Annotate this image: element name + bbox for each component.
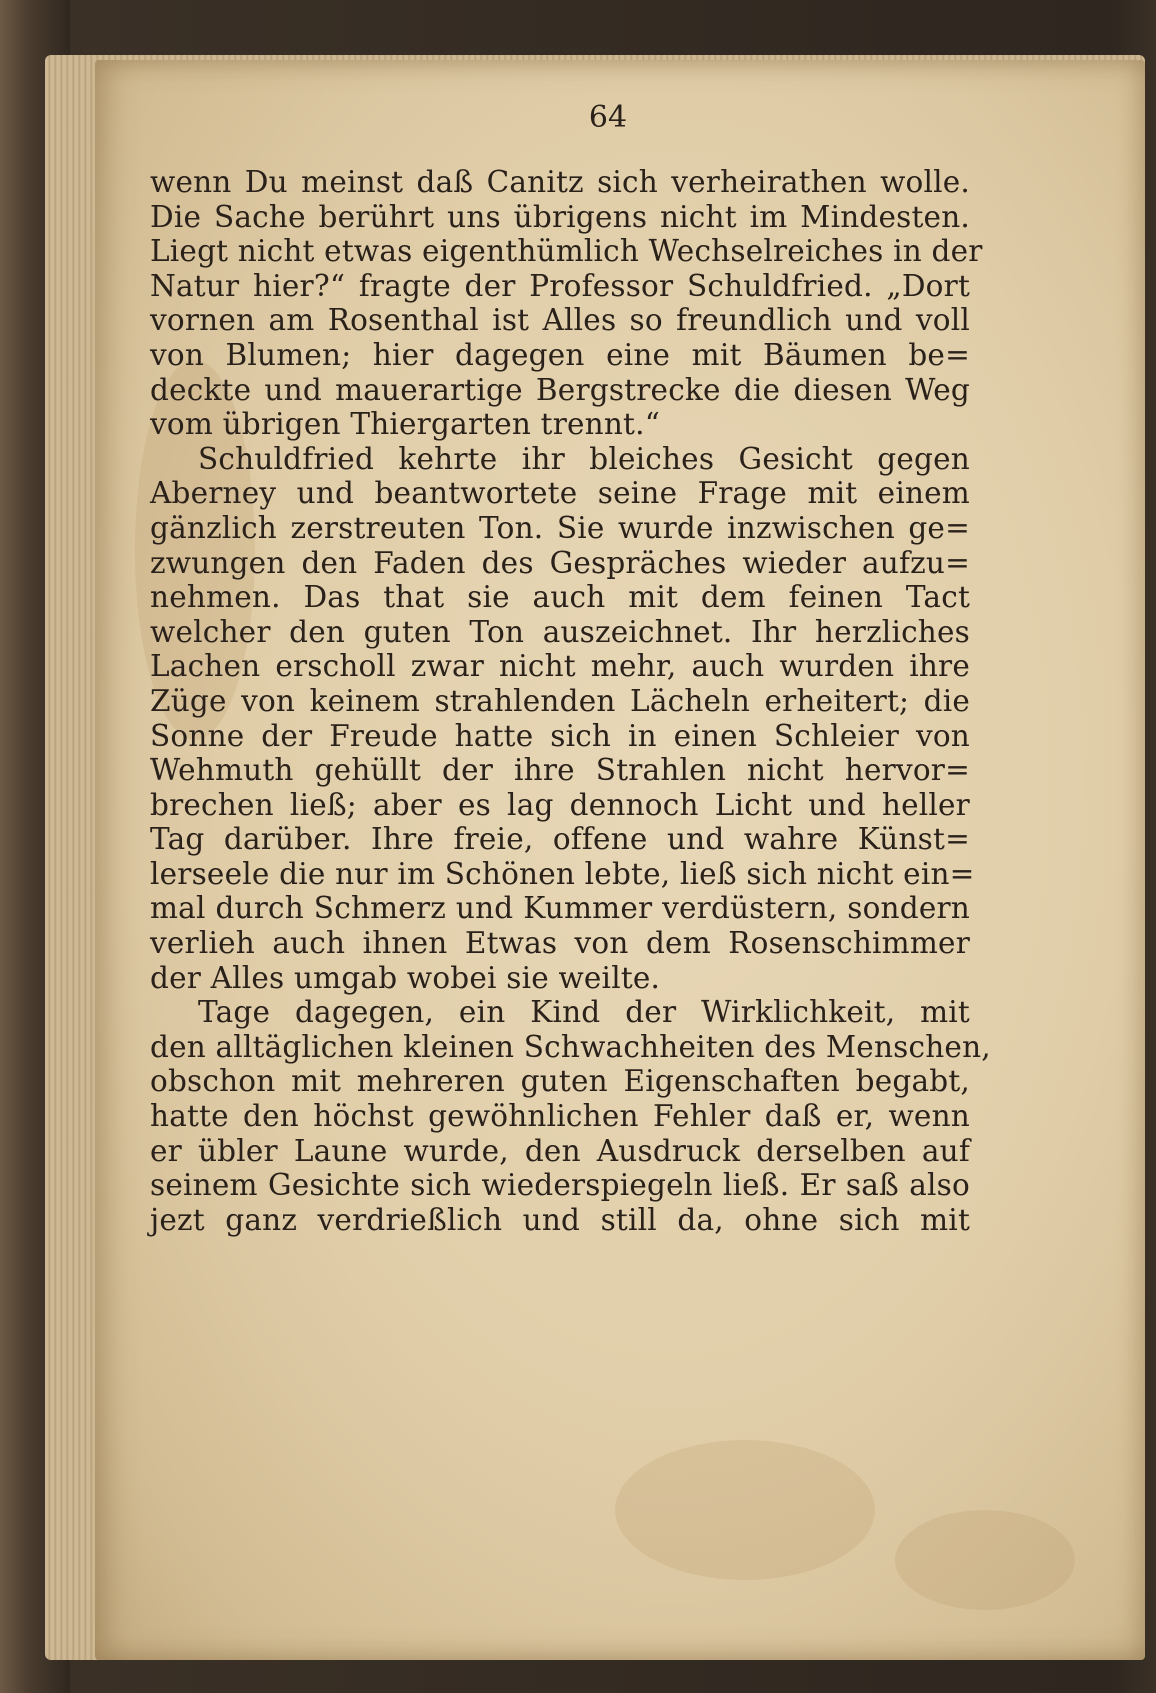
paper-stain (895, 1510, 1075, 1610)
text-line: Sonne der Freude hatte sich in einen Schleier von (150, 718, 970, 753)
text-line: Züge von keinem strahlenden Lächeln erheitert; die (150, 683, 970, 718)
text-line: vom übrigen Thiergarten trennt.“ (150, 407, 660, 442)
text-line: den alltäglichen kleinen Schwachheiten des Menschen, (150, 1029, 991, 1064)
text-line: Tage dagegen, ein Kind der Wirklichkeit, mit (198, 995, 970, 1030)
paper-stain (615, 1440, 875, 1580)
page-number: 64 (588, 100, 628, 135)
text-line: zwungen den Faden des Gespräches wieder aufzu= (150, 545, 970, 580)
text-line: der Alles umgab wobei sie weilte. (150, 960, 661, 995)
text-line: Liegt nicht etwas eigenthümlich Wechselreiches in der (150, 234, 983, 269)
text-line: brechen ließ; aber es lag dennoch Licht und heller (150, 787, 970, 822)
text-line: seinem Gesichte sich wiederspiegeln ließ. Er saß also (150, 1168, 970, 1203)
text-line: obschon mit mehreren guten Eigenschaften begabt, (150, 1064, 970, 1099)
text-line: Tag darüber. Ihre freie, offene und wahre Künst= (150, 822, 970, 857)
body-text (150, 165, 991, 1237)
text-line: Natur hier?“ fragte der Professor Schuldfried. „Dort (150, 268, 970, 303)
text-line: mal durch Schmerz und Kummer verdüstern, sondern (150, 891, 970, 926)
text-line: Schuldfried kehrte ihr bleiches Gesicht gegen (198, 441, 970, 476)
text-line: deckte und mauerartige Bergstrecke die diesen Weg (150, 372, 970, 407)
text-line: nehmen. Das that sie auch mit dem feinen Tact (150, 580, 970, 615)
text-line: wenn Du meinst daß Canitz sich verheirathen wolle. (150, 165, 970, 199)
text-line: Wehmuth gehüllt der ihre Strahlen nicht hervor= (150, 753, 970, 788)
text-line: lerseele die nur im Schönen lebte, ließ sich nicht ein= (150, 856, 975, 891)
text-line: er übler Laune wurde, den Ausdruck derselben auf (150, 1133, 970, 1168)
text-line: verlieh auch ihnen Etwas von dem Rosenschimmer (150, 926, 970, 961)
text-line: Aberney und beantwortete seine Frage mit einem (150, 476, 970, 511)
text-line: von Blumen; hier dagegen eine mit Bäumen be= (150, 337, 970, 372)
text-line: gänzlich zerstreuten Ton. Sie wurde inzwischen ge= (150, 510, 970, 545)
text-line: Die Sache berührt uns übrigens nicht im Mindesten. (150, 199, 970, 234)
text-line: jezt ganz verdrießlich und still da, ohne sich mit (150, 1202, 970, 1237)
text-line: hatte den höchst gewöhnlichen Fehler daß er, wenn (150, 1099, 970, 1134)
text-line: vornen am Rosenthal ist Alles so freundlich und voll (150, 303, 970, 338)
text-line: Lachen erscholl zwar nicht mehr, auch wurden ihre (150, 649, 970, 684)
text-line: welcher den guten Ton auszeichnet. Ihr herzliches (150, 614, 970, 649)
